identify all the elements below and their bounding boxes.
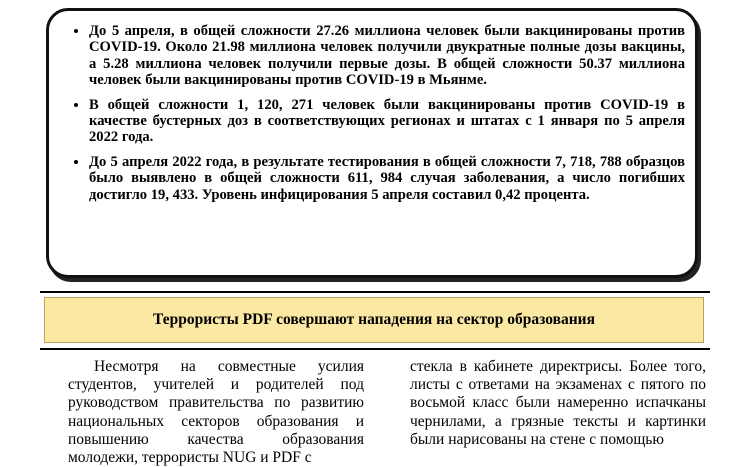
article-headline: Террористы PDF совершают нападения на сектор образования (153, 311, 595, 328)
article-left-column: Несмотря на совместные усилия студентов, учителей и родителей под руководством правительства по развитию национальных секторов образования и повышению качества образования молодежи, террористы NUG и PDF с (68, 358, 364, 467)
bullet-vaccination-total: • До 5 апреля, в общей сложности 27.26 миллиона человек были вакцинированы против COVID-19. Около 21.98 миллиона человек получили двукратные полные дозы вакцины, а 5.28 миллиона человек получили первые дозы. В общей сложности 50.37 миллиона человек были вакцинированы против COVID-19 в Мьянме. (89, 23, 685, 89)
covid-bullet-list (67, 23, 685, 203)
headline-top-rule (40, 291, 710, 293)
covid-summary-box (46, 8, 698, 278)
headline-banner (44, 297, 704, 343)
bullet-testing-cases: • До 5 апреля 2022 года, в результате тестирования в общей сложности 7, 718, 788 образцов было выявлено в общей сложности 611, 984 случая заболевания, а число погибших достигло 19, 433. Уровень инфицирования 5 апреля составил 0,42 процента. (89, 154, 685, 203)
bullet-booster-doses: • В общей сложности 1, 120, 271 человек были вакцинированы против COVID-19 в качестве бустерных доз в соответствующих регионах и штатах с 1 января по 5 апреля 2022 года. (89, 97, 685, 146)
headline-bottom-rule (40, 348, 710, 350)
article-right-column: стекла в кабинете директрисы. Более того, листы с ответами на экзаменах с пятого по восьмой класс были намеренно испачканы чернилами, а грязные тексты и картинки были нарисованы на стене с помощью (410, 358, 706, 448)
